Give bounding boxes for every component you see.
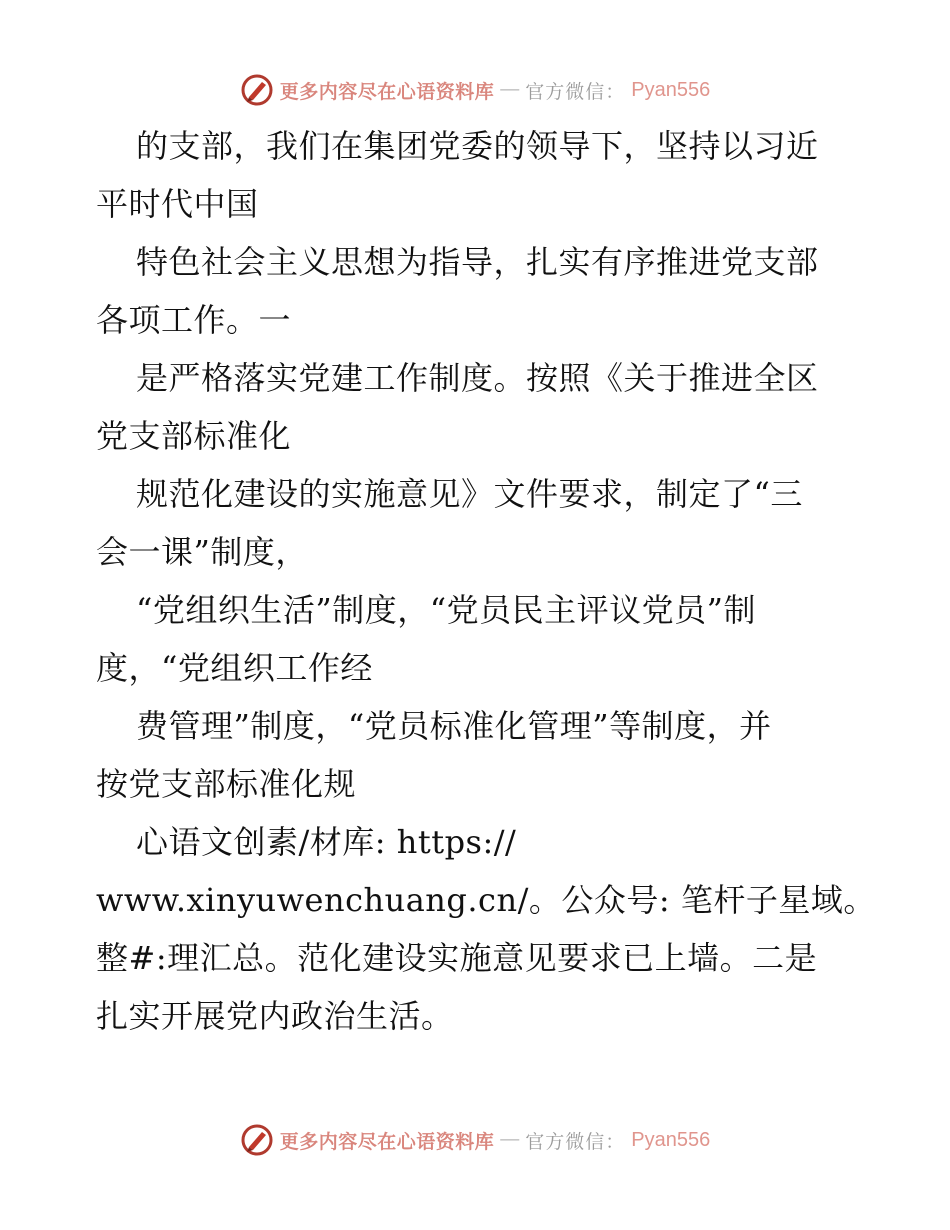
text-line: 规范化建设的实施意见》文件要求，制定了“三 — [136, 475, 803, 513]
watermark-separator: — — [500, 79, 520, 100]
text-line: 平时代中国 — [96, 185, 259, 223]
text-line: 心语文创素/材库: https:// — [136, 823, 517, 861]
text-line: 按党支部标准化规 — [96, 765, 357, 803]
watermark-wechat-label: 官方微信： — [525, 1130, 626, 1153]
watermark-main-text: 更多内容尽在心语资料库 — [279, 1130, 495, 1153]
watermark-wechat-id: Pyan556 — [631, 1128, 711, 1151]
watermark-main-text: 更多内容尽在心语资料库 — [279, 80, 495, 103]
text-line: 会一课”制度， — [96, 533, 308, 571]
document-body — [96, 117, 876, 1045]
header-watermark — [0, 70, 950, 110]
text-line: www.xinyuwenchuang.cn/。公众号: 笔杆子星域。 — [96, 881, 876, 919]
text-line: 整#:理汇总。范化建设实施意见要求已上墙。二是 — [96, 939, 818, 977]
text-line: 度，“党组织工作经 — [96, 649, 373, 687]
text-line: 各项工作。一 — [96, 301, 292, 339]
text-line: 的支部，我们在集团党委的领导下，坚持以习近 — [136, 127, 819, 165]
text-line: 党支部标准化 — [96, 417, 292, 455]
text-line: 费管理”制度，“党员标准化管理”等制度，并 — [136, 707, 772, 745]
pen-logo-icon — [240, 73, 274, 107]
watermark-separator: — — [500, 1129, 520, 1150]
text-line: 是严格落实党建工作制度。按照《关于推进全区 — [136, 359, 819, 397]
footer-watermark — [0, 1120, 950, 1160]
watermark-wechat-label: 官方微信： — [525, 80, 626, 103]
text-line: 特色社会主义思想为指导，扎实有序推进党支部 — [136, 243, 819, 281]
text-line: 扎实开展党内政治生活。 — [96, 997, 454, 1035]
text-line: “党组织生活”制度，“党员民主评议党员”制 — [136, 591, 756, 629]
pen-logo-icon — [240, 1123, 274, 1157]
watermark-wechat-id: Pyan556 — [631, 78, 711, 101]
